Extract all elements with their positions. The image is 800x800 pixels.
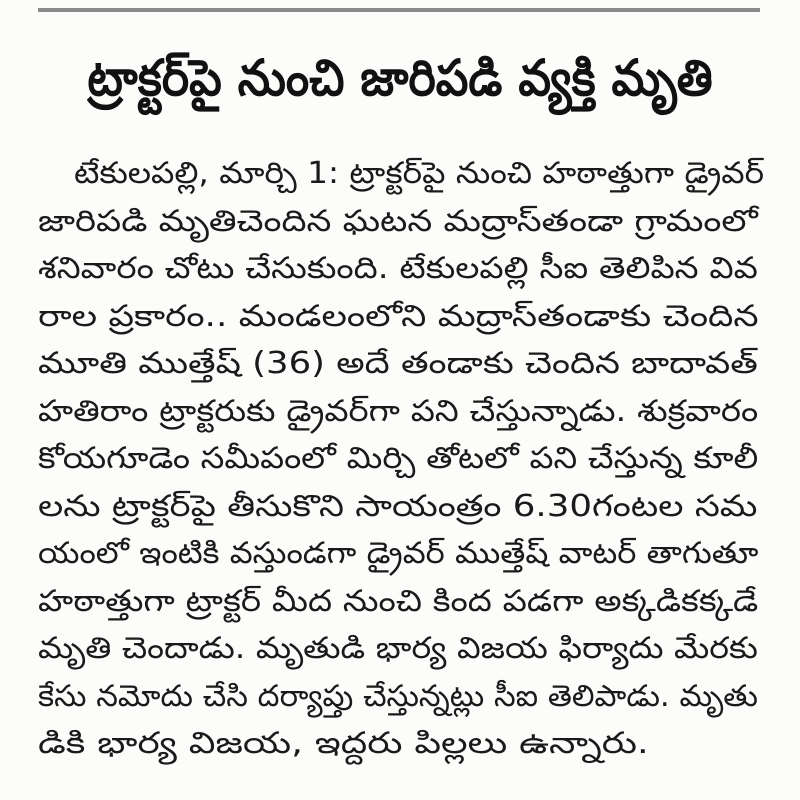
- article-line: హతిరాం ట్రాక్టరుకు డ్రైవర్‌గా పని చేస్తున్నాడు. శుక్రవారం: [38, 393, 759, 429]
- headline: ట్రాక్టర్‌పై నుంచి జారిపడి వ్యక్తి మృతి: [87, 49, 713, 107]
- top-rule: [38, 8, 760, 12]
- article-line: మూతి ముత్తేష్ (36) అదే తండాకు చెందిన బాదావత్: [38, 346, 758, 381]
- article-line: శనివారం చోటు చేసుకుంది. టేకులపల్లి సీఐ తెలిపిన వివ: [38, 251, 758, 286]
- article-line: యంలో ఇంటికి వస్తుండగా డ్రైవర్ ముత్తేష్ వాటర్ తాగుతూ: [38, 536, 759, 571]
- article-line: రాల ప్రకారం.. మండలంలోని మద్రాస్‌తండాకు చెందిన: [38, 298, 759, 334]
- article-line: మృతి చెందాడు. మృతుడి భార్య విజయ ఫిర్యాదు మేరకు: [38, 631, 758, 666]
- article-line: లను ట్రాక్టర్‌పై తీసుకొని సాయంత్రం 6.30గంటల సమ: [38, 488, 758, 524]
- article-line: కేసు నమోదు చేసి దర్యాప్తు చేస్తున్నట్లు సీఐ తెలిపాడు. మృతు: [38, 678, 758, 714]
- article-line: జారిపడి మృతిచెందిన ఘటన మద్రాస్‌తండా గ్రామంలో: [38, 203, 758, 239]
- article-line: కోయగూడెం సమీపంలో మిర్చి తోటలో పని చేస్తున్న కూలీ: [38, 441, 759, 476]
- article-line: టేకులపల్లి, మార్చి 1: ట్రాక్టర్‌పై నుంచి హఠాత్తుగా డ్రైవర్: [74, 156, 765, 191]
- article-line: డికి భార్య విజయ, ఇద్దరు పిల్లలు ఉన్నారు.: [38, 726, 649, 761]
- article-line: హఠాత్తుగా ట్రాక్టర్ మీద నుంచి కింద పడగా అక్కడికక్కడే: [38, 583, 759, 619]
